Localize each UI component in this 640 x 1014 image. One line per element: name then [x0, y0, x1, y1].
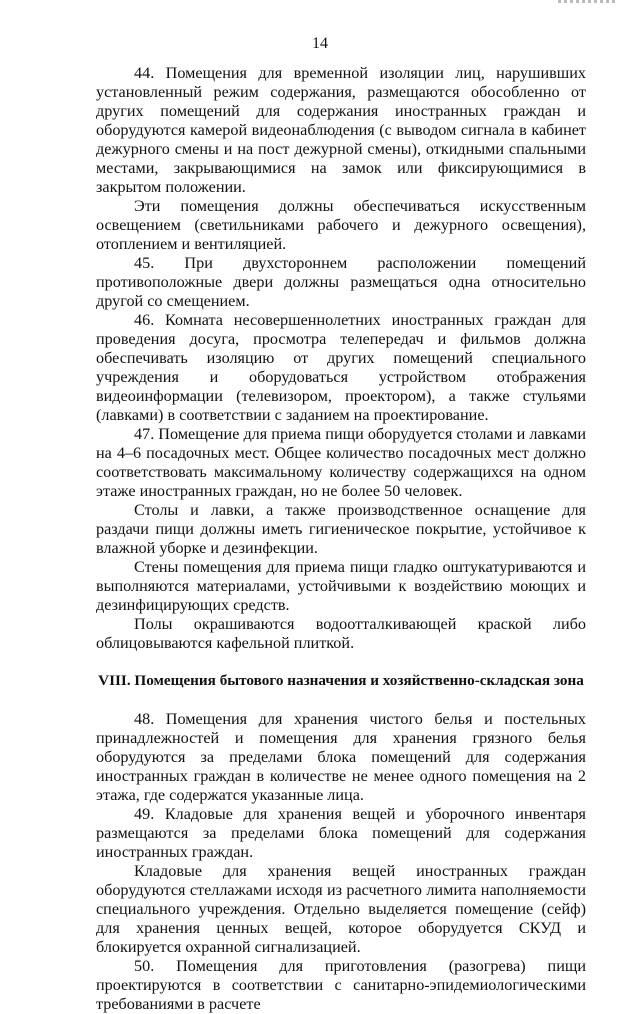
paragraph-46: 46. Комната несовершеннолетних иностранных граждан для проведения досуга, просмотра телепередач и фильмов должна обеспечивать изоляцию от других помещений специального учреждения и оборудоваться устройством отображения видеоинформации (телевизором, проектором), а также стульями (лавками) в соответствии с заданием на проектирование.: [96, 311, 586, 424]
paragraph-44: 44. Помещения для временной изоляции лиц, нарушивших установленный режим содержания, размещаются обособленно от других помещений для содержания иностранных граждан и оборудуются камерой видеонаблюдения (с выводом сигнала в кабинет дежурного смены и на пост дежурной смены), откидными спальными местами, закрывающимися на замок или фиксирующимися в закрытом положении.: [96, 64, 586, 196]
paragraph-47-floors: Полы окрашиваются водоотталкивающей краской либо облицовываются кафельной плиткой.: [96, 615, 586, 652]
section-heading-viii: VIII. Помещения бытового назначения и хозяйственно-складская зона: [98, 672, 584, 689]
page-number: 14: [312, 35, 328, 52]
paragraph-49-storage: Кладовые для хранения вещей иностранных граждан оборудуются стеллажами исходя из расчетного лимита наполняемости специального учреждения. Отдельно выделяется помещение (сейф) для хранения ценных вещей, которое оборудуется СКУД и блокируется охранной сигнализацией.: [96, 862, 586, 956]
document-body: [96, 64, 586, 1014]
paragraph-47-tables: Столы и лавки, а также производственное оснащение для раздачи пищи должны иметь гигиеническое покрытие, устойчивое к влажной уборке и дезинфекции.: [96, 501, 586, 557]
paragraph-45: 45. При двухстороннем расположении помещений противоположные двери должны размещаться одна относительно другой со смещением.: [96, 254, 586, 310]
paragraph-44-lighting: Эти помещения должны обеспечиваться искусственным освещением (светильниками рабочего и дежурного освещения), отоплением и вентиляцией.: [96, 197, 586, 253]
paragraph-47: 47. Помещение для приема пищи оборудуется столами и лавками на 4–6 посадочных мест. Общее количество посадочных мест должно соответствовать максимальному количеству содержащихся на одном этаже иностранных граждан, но не более 50 человек.: [96, 425, 586, 500]
paragraph-50: 50. Помещения для приготовления (разогрева) пищи проектируются в соответствии с санитарно-эпидемиологическими требованиями в расчете: [96, 957, 586, 1013]
paragraph-48: 48. Помещения для хранения чистого белья и постельных принадлежностей и помещения для хранения грязного белья оборудуются за пределами блока помещений для содержания иностранных граждан в количестве не менее одного помещения на 2 этажа, где содержатся указанные лица.: [96, 710, 586, 804]
scan-edge-mark: [558, 0, 618, 3]
paragraph-47-walls: Стены помещения для приема пищи гладко оштукатуриваются и выполняются материалами, устойчивыми к воздействию моющих и дезинфицирующих средств.: [96, 558, 586, 614]
paragraph-49: 49. Кладовые для хранения вещей и уборочного инвентаря размещаются за пределами блока помещений для содержания иностранных граждан.: [96, 805, 586, 861]
